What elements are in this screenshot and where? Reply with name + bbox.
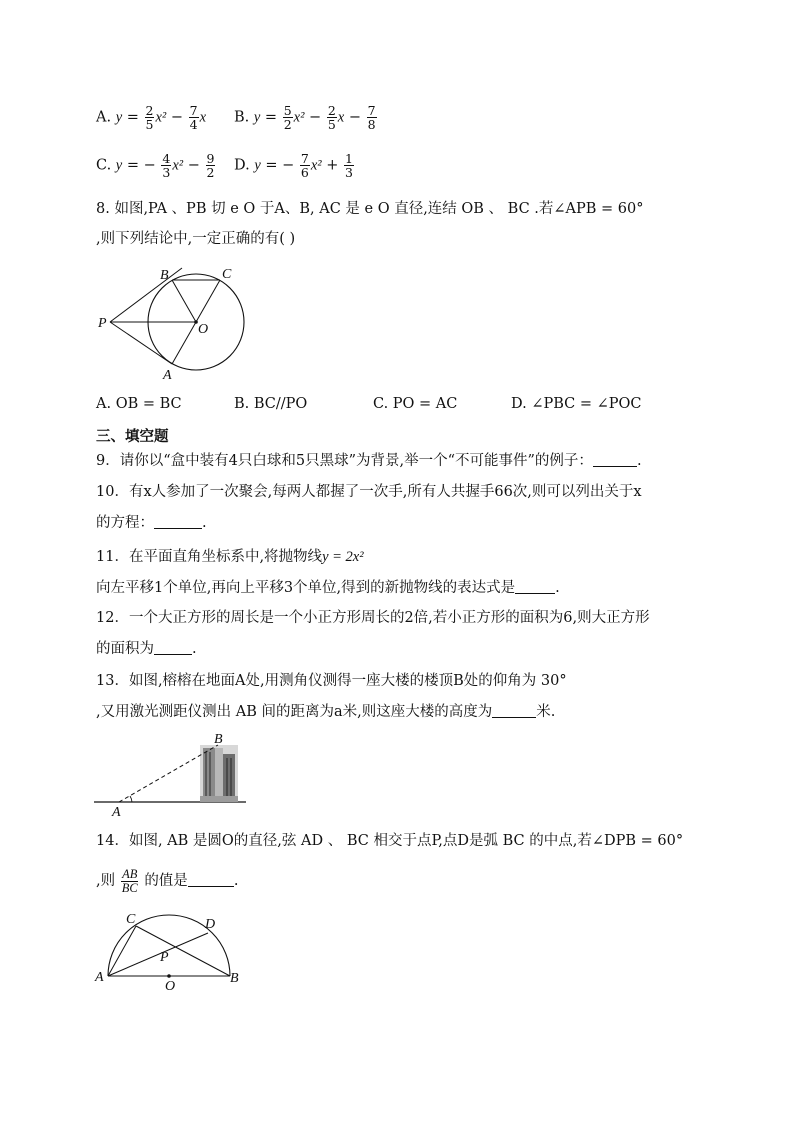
label-c: C [126,912,136,927]
fraction: $\frac{5}{2}$ [283,103,292,132]
chord-ac [108,926,136,976]
answer-blank[interactable] [154,514,202,529]
fraction: $\frac{2}{5}$ [145,103,154,132]
q11-stem-line1: 11．在平面直角坐标系中,将抛物线y = 2x² [96,549,364,565]
chord-ad [108,933,208,976]
fraction: $\frac{2}{5}$ [327,103,336,132]
q7-option-a: A. y = $\frac{2}{5}$ x² − $\frac{7}{4}$ x [96,103,207,132]
label-o: O [198,322,209,337]
answer-blank[interactable] [492,703,536,718]
q12-stem-line1: 12．一个大正方形的周长是一个小正方形周长的2倍,若小正方形的面积为6,则大正方形 [96,610,650,626]
building-image [200,745,238,802]
q13-figure [94,732,252,820]
q10-stem-line2: 的方程： . [96,515,207,531]
answer-blank[interactable] [593,452,637,467]
chord-bc [136,926,230,976]
label-b: B [230,971,239,986]
q8-option-d: D. ∠PBC = ∠POC [511,396,642,412]
angle-arc [130,796,132,802]
q8-option-c: C. PO = AC [373,396,458,412]
label-a: A [95,970,104,985]
q8-figure [92,262,262,384]
q12-stem-line2: 的面积为 . [96,641,197,657]
q14-stem-line2: ,则 $\frac{AB}{BC}$ 的值是 . [96,866,239,895]
answer-blank[interactable] [154,640,192,655]
label-a: A [163,368,172,383]
q8-stem-line2: ,则下列结论中,一定正确的有( ) [96,231,296,247]
answer-blank[interactable] [188,872,234,887]
tangent-pa [110,322,172,364]
fraction: $\frac{1}{3}$ [345,151,353,180]
q8-stem-line1: 8. 如图,PA 、PB 切 e O 于A、B, AC 是 e O 直径,连结 OB 、 BC .若∠APB = 60° [96,201,644,217]
label-a: A [112,805,121,820]
label-p: P [160,950,169,965]
fraction: $\frac{9}{2}$ [206,151,215,180]
label-o: O [165,979,176,992]
q7-option-d: D. y = − $\frac{7}{6}$ x² + $\frac{1}{3}$ [234,151,353,180]
q14-stem-line1: 14．如图, AB 是圆O的直径,弦 AD 、 BC 相交于点P,点D是弧 BC 的中点,若∠DPB = 60° [96,833,684,849]
section-title: 三、填空题 [96,429,169,445]
segment-ob [172,280,196,322]
fraction: $\frac{4}{3}$ [162,151,171,180]
q7-option-b: B. y = $\frac{5}{2}$ x² − $\frac{2}{5}$ x − $\frac{7}{8}$ [234,103,376,132]
label-c: C [222,267,232,282]
q11-stem-line2: 向左平移1个单位,再向上平移3个单位,得到的新抛物线的表达式是 . [96,580,560,596]
label-b: B [160,268,169,283]
q13-stem-line1: 13．如图,榕榕在地面A处,用测角仪测得一座大楼的楼顶B处的仰角为 30° [96,673,567,689]
q14-figure [92,908,242,992]
label-d: D [205,917,216,932]
tangent-pb [110,268,182,322]
q7-option-c: C. y = − $\frac{4}{3}$ x² − $\frac{9}{2}$ [96,151,215,180]
label-b: B [214,732,223,747]
q13-stem-line2: ,又用激光测距仪测出 AB 间的距离为a米,则这座大楼的高度为 米. [96,704,556,720]
fraction: $\frac{7}{8}$ [367,103,376,132]
fraction: $\frac{7}{6}$ [300,151,309,180]
q10-stem-line1: 10．有x人参加了一次聚会,每两人都握了一次手,所有人共握手66次,则可以列出关于x [96,484,642,500]
q8-option-b: B. BC//PO [234,396,308,412]
fraction: $\frac{7}{4}$ [189,103,198,132]
fraction-ab-bc: $\frac{AB}{BC}$ [121,866,138,895]
q9-stem: 9．请你以“盒中装有4只白球和5只黑球”为背景,举一个“不可能事件”的例子： . [96,453,642,469]
label-p: P [98,316,107,331]
center-point [167,974,171,978]
q8-option-a: A. OB = BC [96,396,182,412]
answer-blank[interactable] [515,579,555,594]
